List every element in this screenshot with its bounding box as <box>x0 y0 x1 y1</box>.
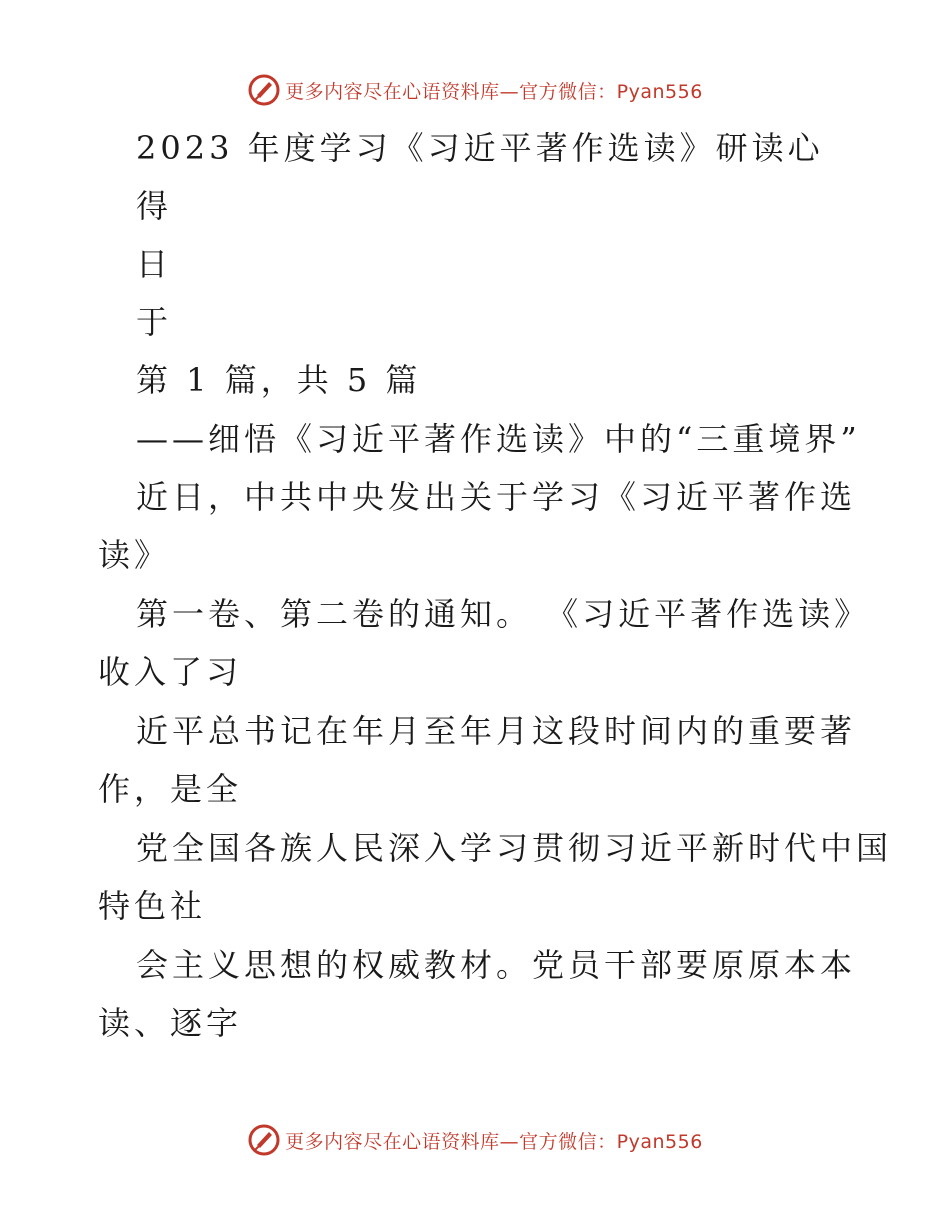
doc-paragraph-line: 会主义思想的权威教材。党员干部要原原本本 <box>136 946 857 984</box>
footer-banner-text: 更多内容尽在心语资料库—官方微信：Pyan556 <box>285 1130 703 1153</box>
brand-logo-icon <box>247 1123 281 1157</box>
doc-title-line: 2023 年度学习《习近平著作选读》研读心 <box>136 129 824 167</box>
doc-paragraph-line: 近日，中共中央发出关于学习《习近平著作选 <box>136 478 857 516</box>
doc-paragraph-line: 第一卷、第二卷的通知。 《习近平著作选读》 <box>136 595 871 633</box>
doc-paragraph-line: 读》 <box>98 536 171 574</box>
doc-paragraph-line: 特色社 <box>98 887 207 925</box>
doc-subtitle: ——细悟《习近平著作选读》中的“三重境界” <box>136 420 861 458</box>
doc-paragraph-line: 近平总书记在年月至年月这段时间内的重要著 <box>136 712 857 750</box>
header-banner <box>0 70 950 110</box>
doc-line: 日 <box>136 245 173 283</box>
doc-paragraph-line: 读、逐字 <box>98 1004 243 1042</box>
doc-paragraph-line: 党全国各族人民深入学习贯彻习近平新时代中国 <box>136 829 893 867</box>
header-banner-text: 更多内容尽在心语资料库—官方微信：Pyan556 <box>285 80 703 103</box>
footer-banner <box>0 1120 950 1160</box>
doc-section-counter: 第 1 篇，共 5 篇 <box>136 361 422 399</box>
brand-logo-icon <box>247 73 281 107</box>
doc-paragraph-line: 作，是全 <box>98 770 243 808</box>
doc-title-line: 得 <box>136 187 173 225</box>
doc-line: 于 <box>136 303 173 341</box>
doc-paragraph-line: 收入了习 <box>98 653 243 691</box>
